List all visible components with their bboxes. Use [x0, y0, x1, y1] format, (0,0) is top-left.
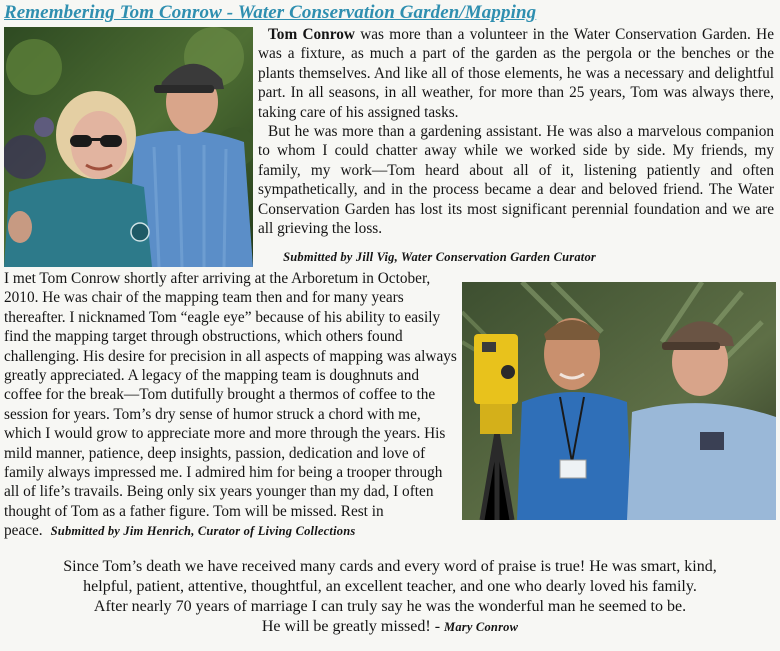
article-water-conservation [258, 25, 774, 238]
article1-paragraph1: was more than a volunteer in the Water Conservation Garden. He was a fixture, as much a part of the garden as the pergola or the benches or the plants themselves. And like all of those elements, he was a necessary and delightful part. In all seasons, in all weather, for more than 25 years, Tom was always there, taking care of his assigned tasks. [258, 26, 774, 121]
article-mapping [4, 269, 460, 542]
credit-jill-vig: Submitted by Jill Vig, Water Conservation Garden Curator [283, 250, 596, 264]
tribute-line-4: He will be greatly missed! - [261, 618, 445, 635]
page-title: Remembering Tom Conrow - Water Conservation Garden/Mapping [4, 2, 537, 23]
article1-paragraph2: But he was more than a gardening assistant. He was also a marvelous companion to whom I could chatter away while we worked side by side. My friends, my family, my work—Tom heard about all of it, listening patiently and often sympathetically, and in the process became a dear and beloved friend. The Water Conservation Garden has lost its most significant perennial foundation and we are all grieving the loss. [258, 123, 774, 238]
tribute-line-2: helpful, patient, attentive, thoughtful, an excellent teacher, and one who dearly loved his family. [83, 578, 697, 595]
signature-mary-conrow: Mary Conrow [444, 620, 519, 634]
credit-jim-henrich: Submitted by Jim Henrich, Curator of Living Collections [50, 524, 356, 539]
tribute-line-1: Since Tom’s death we have received many cards and every word of praise is true! He was smart, kind, [63, 558, 717, 575]
photo-mapping-team [462, 282, 776, 520]
tribute-line-3: After nearly 70 years of marriage I can truly say he was the wonderful man he seemed to be. [93, 598, 687, 615]
article2-body: I met Tom Conrow shortly after arriving at the Arboretum in October, 2010. He was chair of the mapping team then and for many years thereafter. I nicknamed Tom “eagle eye” because of his ability to easily find the mapping target through obstructions, which others found challenging. His desire for precision in all aspects of mapping was always greatly appreciated. A legacy of the mapping team is doughnuts and coffee for the break—Tom dutifully brought a thermos of coffee to the session for years. Tom’s dry sense of humor struck a chord with me, which I would grow to appreciate more and more through the years. His mild manner, patience, deep insights, passion, dedication and love of family always impressed me. I admired him for being a trooper through all of life’s travails. Being only six years younger than my dad, I often thought of Tom as a father figure. Tom will be missed. Rest in peace. [4, 270, 457, 540]
photo-couple-in-garden [4, 27, 253, 267]
article-family-tribute [0, 557, 780, 637]
lead-name: Tom Conrow [268, 26, 355, 43]
